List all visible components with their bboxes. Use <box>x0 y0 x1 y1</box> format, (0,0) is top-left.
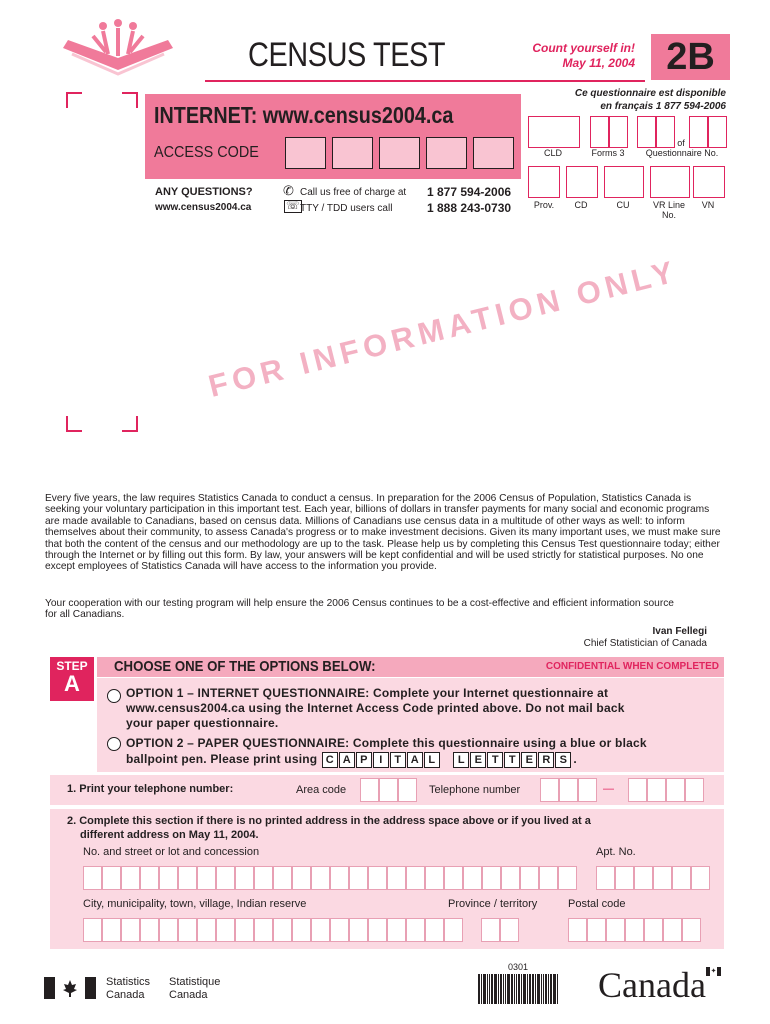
input-cell[interactable] <box>102 918 121 942</box>
cu-box[interactable] <box>604 166 644 198</box>
input-cell[interactable] <box>311 918 330 942</box>
barcode-bar <box>557 974 558 1004</box>
cd-label: CD <box>574 200 588 210</box>
q2-label <box>67 814 717 842</box>
letter-box: L <box>453 752 469 768</box>
barcode-bar <box>483 974 486 1004</box>
input-cell[interactable] <box>368 918 387 942</box>
option-1-radio[interactable] <box>107 689 121 703</box>
count-line-2: May 11, 2004 <box>562 56 635 70</box>
input-cell[interactable] <box>425 918 444 942</box>
input-cell[interactable] <box>387 866 406 890</box>
barcode-bar <box>498 974 499 1004</box>
step-heading: CHOOSE ONE OF THE OPTIONS BELOW: <box>114 658 376 675</box>
option-1-text <box>126 686 716 731</box>
call-label: Call us free of charge at <box>300 187 407 198</box>
count-line-1: Count yourself in! <box>532 41 635 55</box>
internet-heading: INTERNET: www.census2004.ca <box>154 102 454 128</box>
input-cell[interactable] <box>273 918 292 942</box>
corner-mark <box>66 92 82 108</box>
canada-flag-icon <box>44 977 96 999</box>
census-logo-icon <box>58 18 178 78</box>
input-cell[interactable] <box>596 866 615 890</box>
barcode-bar <box>543 974 544 1004</box>
input-cell[interactable] <box>178 866 197 890</box>
input-cell[interactable] <box>216 918 235 942</box>
input-cell[interactable] <box>634 866 653 890</box>
questionnaire-box[interactable] <box>637 116 656 148</box>
option-2-period: . <box>573 752 577 766</box>
city-input[interactable] <box>83 918 463 942</box>
letter-box: E <box>470 752 486 768</box>
statcan-fr-line-2: Canada <box>169 989 208 1001</box>
title-rule <box>205 80 645 82</box>
letter-box: E <box>521 752 537 768</box>
barcode-bar <box>491 974 493 1004</box>
signer-name: Ivan Fellegi <box>652 626 707 637</box>
option-2-text <box>126 735 716 768</box>
access-code-box[interactable] <box>379 137 420 169</box>
option-1-line-1: Complete your Internet questionnaire at <box>369 686 609 700</box>
input-cell[interactable] <box>292 918 311 942</box>
input-cell[interactable] <box>568 918 587 942</box>
french-line-1: Ce questionnaire est disponible <box>574 88 726 99</box>
input-cell[interactable] <box>121 866 140 890</box>
province-input[interactable] <box>481 918 519 942</box>
questions-site: www.census2004.ca <box>155 202 252 213</box>
telephone-label: Telephone number <box>429 784 521 796</box>
barcode-bar <box>537 974 540 1004</box>
access-code-box[interactable] <box>332 137 373 169</box>
barcode-bar <box>489 974 490 1004</box>
input-cell[interactable] <box>197 918 216 942</box>
questions-label: ANY QUESTIONS? <box>155 186 253 198</box>
letter-box: L <box>424 752 440 768</box>
letters-sample <box>453 752 572 768</box>
prov-box[interactable] <box>528 166 560 198</box>
canada-wordmark-text: Canada <box>598 965 706 1005</box>
form-title: CENSUS TEST <box>248 36 446 74</box>
statcan-english <box>106 976 150 1002</box>
option-2-title: OPTION 2 – PAPER QUESTIONNAIRE: <box>126 736 350 750</box>
input-cell[interactable] <box>663 918 682 942</box>
cu-label: CU <box>616 200 630 210</box>
call-block <box>300 185 406 217</box>
input-cell[interactable] <box>558 866 577 890</box>
barcode-bar <box>518 974 520 1004</box>
input-cell[interactable] <box>235 918 254 942</box>
access-code-label: ACCESS CODE <box>154 144 259 161</box>
canada-wordmark <box>598 964 706 1006</box>
input-cell[interactable] <box>178 918 197 942</box>
input-cell[interactable] <box>121 918 140 942</box>
input-cell[interactable] <box>387 918 406 942</box>
questionnaire-box[interactable] <box>689 116 708 148</box>
input-cell[interactable] <box>444 918 463 942</box>
letter-box: P <box>356 752 372 768</box>
input-cell[interactable] <box>644 918 663 942</box>
vr-line-box[interactable] <box>650 166 690 198</box>
access-code-box[interactable] <box>285 137 326 169</box>
input-cell[interactable] <box>501 866 520 890</box>
capital-letters-sample <box>322 752 441 768</box>
postal-label: Postal code <box>568 898 626 910</box>
vn-box[interactable] <box>693 166 725 198</box>
internet-panel <box>145 94 521 179</box>
barcode-bar <box>503 974 504 1004</box>
area-code-input[interactable] <box>360 778 417 802</box>
option-1-title: OPTION 1 – INTERNET QUESTIONNAIRE: <box>126 686 370 700</box>
forms3-box[interactable] <box>590 116 609 148</box>
input-cell[interactable] <box>406 918 425 942</box>
call-number: 1 877 594-2006 <box>427 185 512 199</box>
access-code-box[interactable] <box>426 137 467 169</box>
intro-paragraph: Every five years, the law requires Statistics Canada to conduct a census. In preparation for the 2006 Census of Population, Statistics Canada is seeking your voluntary participation in this important test. Each year, billions of dollars in transfer payments for many social and economic programs are made available to Canadians, based on census data. Millions of Canadians use census data in a multitude of other ways as well: to inform themselves about their community, to assess Canada's progress or to make investment decisions. Given its many important uses, we must make sure that both the content of the census and our methodology are up to the task. Please help us by completing this Census Test questionnaire today; either through the Internet or by filling out this form. By law, your answers will be kept confidential and will be used strictly for statistical purposes. No one except employees of Statistics Canada will have access to the information you provide. <box>45 493 721 573</box>
barcode-bar <box>550 974 552 1004</box>
barcode-bar <box>481 974 482 1004</box>
barcode-bar <box>553 974 556 1004</box>
apt-label: Apt. No. <box>596 846 636 858</box>
input-cell[interactable] <box>292 866 311 890</box>
input-cell[interactable] <box>235 866 254 890</box>
intro-paragraph-2: Your cooperation with our testing program will help ensure the 2006 Census continues to be a cost-effective and efficient information source for all Canadians. <box>45 598 674 621</box>
q2-label-line-1: 2. Complete this section if there is no printed address in the address space above or if you lived at a <box>67 815 591 827</box>
numbers-block <box>427 184 511 216</box>
input-cell[interactable] <box>653 866 672 890</box>
french-availability <box>510 87 726 113</box>
input-cell[interactable] <box>140 918 159 942</box>
barcode-bar <box>541 974 542 1004</box>
barcode-bar <box>494 974 497 1004</box>
barcode-bar <box>545 974 547 1004</box>
questionnaire-box[interactable] <box>708 116 727 148</box>
barcode-bar <box>487 974 488 1004</box>
input-cell[interactable] <box>349 866 368 890</box>
letter-box: T <box>504 752 520 768</box>
barcode-bar <box>478 974 480 1004</box>
input-cell[interactable] <box>539 866 558 890</box>
questionnaire-box[interactable] <box>656 116 675 148</box>
barcode-number: 0301 <box>508 962 529 972</box>
tty-number: 1 888 243-0730 <box>427 201 512 215</box>
input-cell[interactable] <box>425 866 444 890</box>
input-cell[interactable] <box>682 918 701 942</box>
statcan-french <box>169 976 220 1002</box>
count-yourself-in <box>530 41 635 71</box>
letter-box: A <box>407 752 423 768</box>
area-code-label: Area code <box>296 784 347 796</box>
barcode-bar <box>511 974 513 1004</box>
barcode-bar <box>529 974 531 1004</box>
access-code-boxes <box>285 137 514 169</box>
input-cell[interactable] <box>311 866 330 890</box>
input-cell[interactable] <box>102 866 121 890</box>
access-code-box[interactable] <box>473 137 514 169</box>
step-header-band <box>97 657 724 677</box>
input-cell[interactable] <box>482 866 501 890</box>
step-label: STEP <box>56 659 88 673</box>
input-cell[interactable] <box>330 918 349 942</box>
tty-icon: ☏ <box>286 200 300 212</box>
of-label: of <box>677 138 685 148</box>
prov-label: Prov. <box>533 200 555 210</box>
input-cell[interactable] <box>216 866 235 890</box>
watermark: FOR INFORMATION ONLY <box>205 253 682 404</box>
barcode-bar <box>514 974 515 1004</box>
q2-label-line-2: different address on May 11, 2004. <box>80 829 259 841</box>
cld-label: CLD <box>543 148 562 158</box>
input-cell[interactable] <box>406 866 425 890</box>
step-letter: A <box>64 671 80 696</box>
barcode-bar <box>535 974 536 1004</box>
letter-box: I <box>373 752 389 768</box>
questions-block <box>155 185 253 215</box>
corner-mark <box>122 92 138 108</box>
statcan-en-line-1: Statistics <box>106 976 151 988</box>
forms3-label: Forms 3 <box>591 148 625 158</box>
barcode-bar <box>507 974 510 1004</box>
barcode <box>478 974 559 1004</box>
input-cell[interactable] <box>83 918 102 942</box>
input-cell[interactable] <box>159 866 178 890</box>
option-1-line-3: your paper questionnaire. <box>126 716 279 730</box>
city-label: City, municipality, town, village, Indian reserve <box>83 898 307 910</box>
confidential-label: CONFIDENTIAL WHEN COMPLETED <box>545 661 719 672</box>
french-line-2: en français 1 877 594-2006 <box>600 101 726 112</box>
input-cell[interactable] <box>197 866 216 890</box>
letter-box: C <box>322 752 338 768</box>
input-cell[interactable] <box>273 866 292 890</box>
input-cell[interactable] <box>587 918 606 942</box>
input-cell[interactable] <box>254 918 273 942</box>
option-2-radio[interactable] <box>107 737 121 751</box>
q1-label: 1. Print your telephone number: <box>67 783 234 795</box>
wordmark-flag-icon: ✦ <box>706 967 721 976</box>
corner-mark <box>66 416 82 432</box>
form-code-badge: 2B <box>651 34 730 80</box>
input-cell[interactable] <box>444 866 463 890</box>
option-2-line-2: ballpoint pen. Please print using <box>126 752 318 766</box>
cd-box[interactable] <box>566 166 598 198</box>
forms3-box[interactable] <box>609 116 628 148</box>
step-badge <box>50 657 94 701</box>
vn-label: VN <box>701 200 715 210</box>
letter-box: R <box>538 752 554 768</box>
barcode-bar <box>532 974 534 1004</box>
corner-mark <box>122 416 138 432</box>
option-1-line-2: www.census2004.ca using the Internet Access Code printed above. Do not mail back <box>126 701 625 715</box>
barcode-bar <box>516 974 517 1004</box>
postal-code-input[interactable] <box>568 918 701 942</box>
input-cell[interactable] <box>625 918 644 942</box>
tty-label: TTY / TDD users call <box>300 203 393 214</box>
barcode-bar <box>505 974 506 1004</box>
input-cell[interactable] <box>140 866 159 890</box>
street-label: No. and street or lot and concession <box>83 846 260 858</box>
street-input[interactable] <box>83 866 577 890</box>
statcan-en-line-2: Canada <box>106 989 145 1001</box>
input-cell[interactable] <box>615 866 634 890</box>
letter-box: T <box>487 752 503 768</box>
barcode-bar <box>500 974 502 1004</box>
barcode-bar <box>527 974 528 1004</box>
apt-input[interactable] <box>596 866 710 890</box>
letter-box: S <box>555 752 571 768</box>
cld-box[interactable] <box>528 116 580 148</box>
option-2-line-1: Complete this questionnaire using a blue or black <box>349 736 647 750</box>
input-cell[interactable] <box>254 866 273 890</box>
barcode-bar <box>523 974 526 1004</box>
questionnaire-no-label: Questionnaire No. <box>645 148 719 158</box>
province-label: Province / territory <box>448 898 538 910</box>
signer-title: Chief Statistician of Canada <box>583 638 707 649</box>
input-cell[interactable] <box>520 866 539 890</box>
input-cell[interactable] <box>691 866 710 890</box>
input-cell[interactable] <box>330 866 349 890</box>
input-cell[interactable] <box>463 866 482 890</box>
input-cell[interactable] <box>349 918 368 942</box>
input-cell[interactable] <box>606 918 625 942</box>
phone-icon: ✆ <box>283 183 294 198</box>
letter-box: T <box>390 752 406 768</box>
statcan-fr-line-1: Statistique <box>169 976 221 988</box>
telephone-prefix-input[interactable] <box>540 778 597 802</box>
input-cell[interactable] <box>83 866 102 890</box>
telephone-dash: — <box>603 783 614 795</box>
barcode-bar <box>521 974 522 1004</box>
input-cell[interactable] <box>159 918 178 942</box>
input-cell[interactable] <box>368 866 387 890</box>
vr-line-label: VR Line No. <box>652 200 686 220</box>
letter-box: A <box>339 752 355 768</box>
input-cell[interactable] <box>672 866 691 890</box>
barcode-bar <box>548 974 549 1004</box>
telephone-line-input[interactable] <box>628 778 704 802</box>
